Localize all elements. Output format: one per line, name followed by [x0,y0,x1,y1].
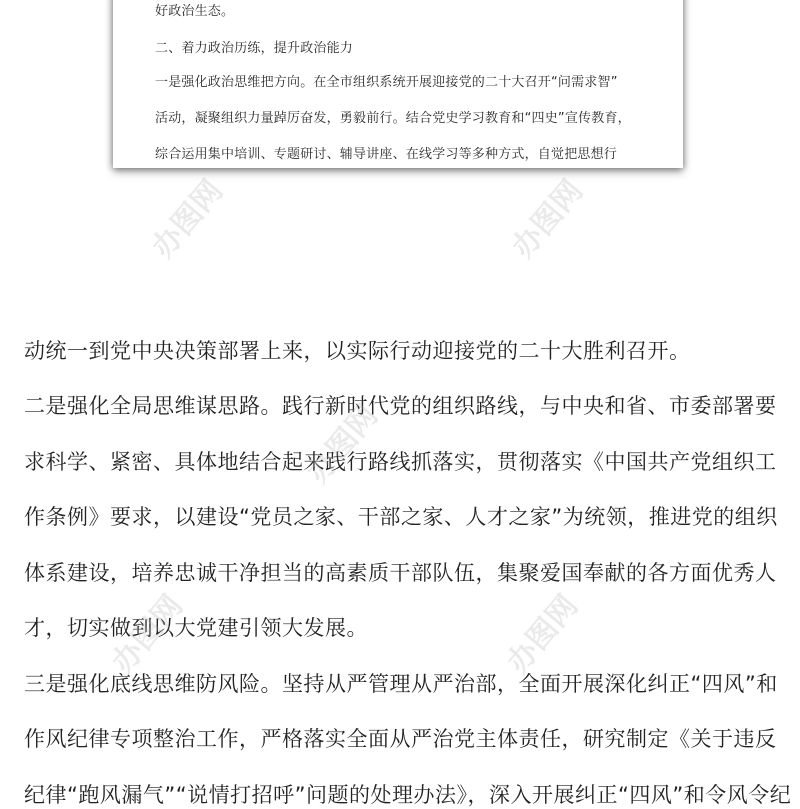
watermark: 办图网 [300,398,386,490]
body-line-9: 纪律“跑风漏气”“说情打招呼”问题的处理办法》，深入开展纠正“四风”和令风令纪 [24,783,792,807]
document-page-card [113,0,683,168]
card-line-4: 活动，凝聚组织力量踔厉奋发，勇毅前行。结合党史学习教育和“四史”宣传教育， [155,111,631,126]
body-line-1: 动统一到党中央决策部署上来，以实际行动迎接党的二十大胜利召开。 [24,339,691,363]
section-heading: 二、着力政治历练，提升政治能力 [155,41,354,56]
body-line-6: 才，切实做到以大党建引领大发展。 [24,616,368,640]
watermark: 办图网 [500,588,586,680]
body-line-5: 体系建设，培养忠诚干净担当的高素质干部队伍，集聚爱国奉献的各方面优秀人 [24,561,777,585]
card-line-1: 好政治生态。 [155,4,235,19]
watermark: 办图网 [145,173,231,265]
body-line-7: 三是强化底线思维防风险。坚持从严管理从严治部，全面开展深化纠正“四风”和 [24,672,778,696]
card-line-3: 一是强化政治思维把方向。在全市组织系统开展迎接党的二十大召开“问需求智” [155,75,618,90]
watermark: 办图网 [505,173,591,265]
body-line-8: 作风纪律专项整治工作，严格落实全面从严治党主体责任，研究制定《关于违反 [24,727,777,751]
body-line-2: 二是强化全局思维谋思路。践行新时代党的组织路线，与中央和省、市委部署要 [24,394,777,418]
card-line-5: 综合运用集中培训、专题研讨、辅导讲座、在线学习等多种方式，自觉把思想行 [155,147,618,162]
body-line-4: 作条例》要求，以建设“党员之家、干部之家、人才之家”为统领，推进党的组织 [24,505,778,529]
body-line-3: 求科学、紧密、具体地结合起来践行路线抓落实，贯彻落实《中国共产党组织工 [24,450,777,474]
watermark: 办图网 [105,588,191,680]
